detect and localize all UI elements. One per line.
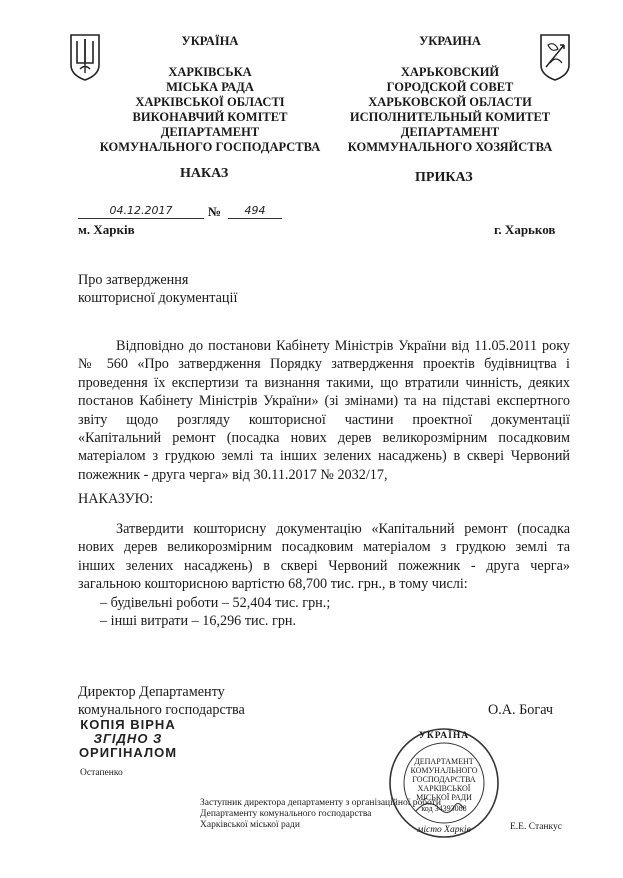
subject [78,271,237,308]
order-date: 04.12.2017 [78,204,204,219]
order-number: 494 [228,204,282,219]
order-line: нових дерев великорозмірним посадковим матеріалом з грудкою землі та [78,539,570,556]
order-word: НАКАЗУЮ: [78,491,154,507]
header-ru-line: ГОРОДСКОЙ СОВЕТ [386,80,514,94]
header-ua [90,34,330,155]
header-ru-line: ДЕПАРТАМЕНТ [400,125,500,139]
certifier-name: Е.Е. Станкус [510,822,562,832]
signer-name: О.А. Богач [488,702,554,718]
number-label: № [208,204,222,219]
order-line: Затвердити кошторисну документацію «Капітальний ремонт (посадка [116,521,570,537]
preamble-line: № 560 «Про затвердження Порядку затвердження проектів будівництва і [78,356,570,373]
copy-stamp [78,718,178,760]
certification-line: Департаменту комунального господарства [200,809,372,819]
list-item: – будівельні роботи – 52,404 тис. грн.; [100,594,331,611]
order-line: інших зелених насаджень) в сквері Червоний пожежник - друга черга» [78,557,570,574]
certification-line: Харківської міської ради [200,820,300,830]
seal-bottom-text: місто Харків [417,825,471,835]
header-ru-line: ХАРЬКОВСКИЙ [400,65,500,79]
copy-stamp-line: КОПІЯ ВІРНА [80,717,176,732]
header-ua-line: ХАРКІВСЬКА [168,65,252,79]
preamble-line: «Капітальний ремонт (посадка нових дерев великорозмірним посадковим [78,430,570,447]
preamble-line: звіту щодо розгляду кошторисної частини проектної документації [78,411,570,428]
seal-line: МІСЬКОЇ РАДИ [416,793,472,802]
header-ru-line: ХАРЬКОВСКОЙ ОБЛАСТИ [368,95,532,109]
order-line: загальною кошторисною вартістю 68,700 тис. грн., в тому числі: [78,576,468,593]
city-ua: м. Харків [78,222,135,237]
executor-name: Остапенко [80,768,123,778]
seal-line: КОМУНАЛЬНОГО [410,766,478,775]
header-ru-line: КОММУНАЛЬНОГО ХОЗЯЙСТВА [347,140,553,154]
seal-top-text: УКРАЇНА [418,731,470,741]
header-ua-line: ХАРКІВСЬКОЇ ОБЛАСТІ [135,95,285,109]
position-line: Директор Департаменту [78,684,225,700]
subject-line: Про затвердження [78,272,189,288]
seal-line: ГОСПОДАРСТВА [412,775,476,784]
header-ua-line: ДЕПАРТАМЕНТ [160,125,260,139]
header-ua-line: МІСЬКА РАДА [166,80,254,94]
preamble-paragraph [78,337,570,484]
certification-block [200,798,460,831]
doc-type-ru: ПРИКАЗ [415,170,473,185]
list-item: – інші витрати – 16,296 тис. грн. [100,613,297,630]
header-ru-country: УКРАИНА [419,34,481,48]
preamble-line: постанов Кабінету Міністрів України» (зі змінами) та на підставі експертного [78,393,570,410]
header-ua-line: КОМУНАЛЬНОГО ГОСПОДАРСТВА [99,140,321,154]
preamble-line: пожежник - друга черга» від 30.11.2017 № 2032/17, [78,466,388,483]
copy-stamp-line: ЗГІДНО З [93,731,163,746]
copy-stamp-line: ОРИГІНАЛОМ [78,745,178,760]
header-ru [330,34,570,155]
preamble-line: матеріалом з грудкою землі та інших зелених насаджень) в сквері Червоний [78,448,570,465]
seal-code: код 34393088 [421,804,467,813]
order-paragraph [78,520,570,630]
certification-line: Заступник директора департаменту з організаційної роботи [200,798,441,808]
header-ua-country: УКРАЇНА [181,34,239,48]
header-ua-line: ВИКОНАВЧИЙ КОМІТЕТ [132,110,288,124]
seal-line: ДЕПАРТАМЕНТ [414,757,474,766]
preamble-line: проведення їх експертизи та визнання такими, що втратили чинність, деяких [78,374,570,391]
preamble-line: Відповідно до постанови Кабінету Міністрів України від 11.05.2011 року [116,338,570,354]
seal-line: ХАРКІВСЬКОЇ [417,784,471,793]
signature-position [78,683,245,720]
city-ru: г. Харьков [494,222,556,237]
position-line: комунального господарства [78,702,245,719]
subject-line: кошторисної документації [78,290,238,307]
doc-type-ua: НАКАЗ [180,166,229,181]
header-ru-line: ИСПОЛНИТЕЛЬНЫЙ КОМИТЕТ [349,110,551,124]
